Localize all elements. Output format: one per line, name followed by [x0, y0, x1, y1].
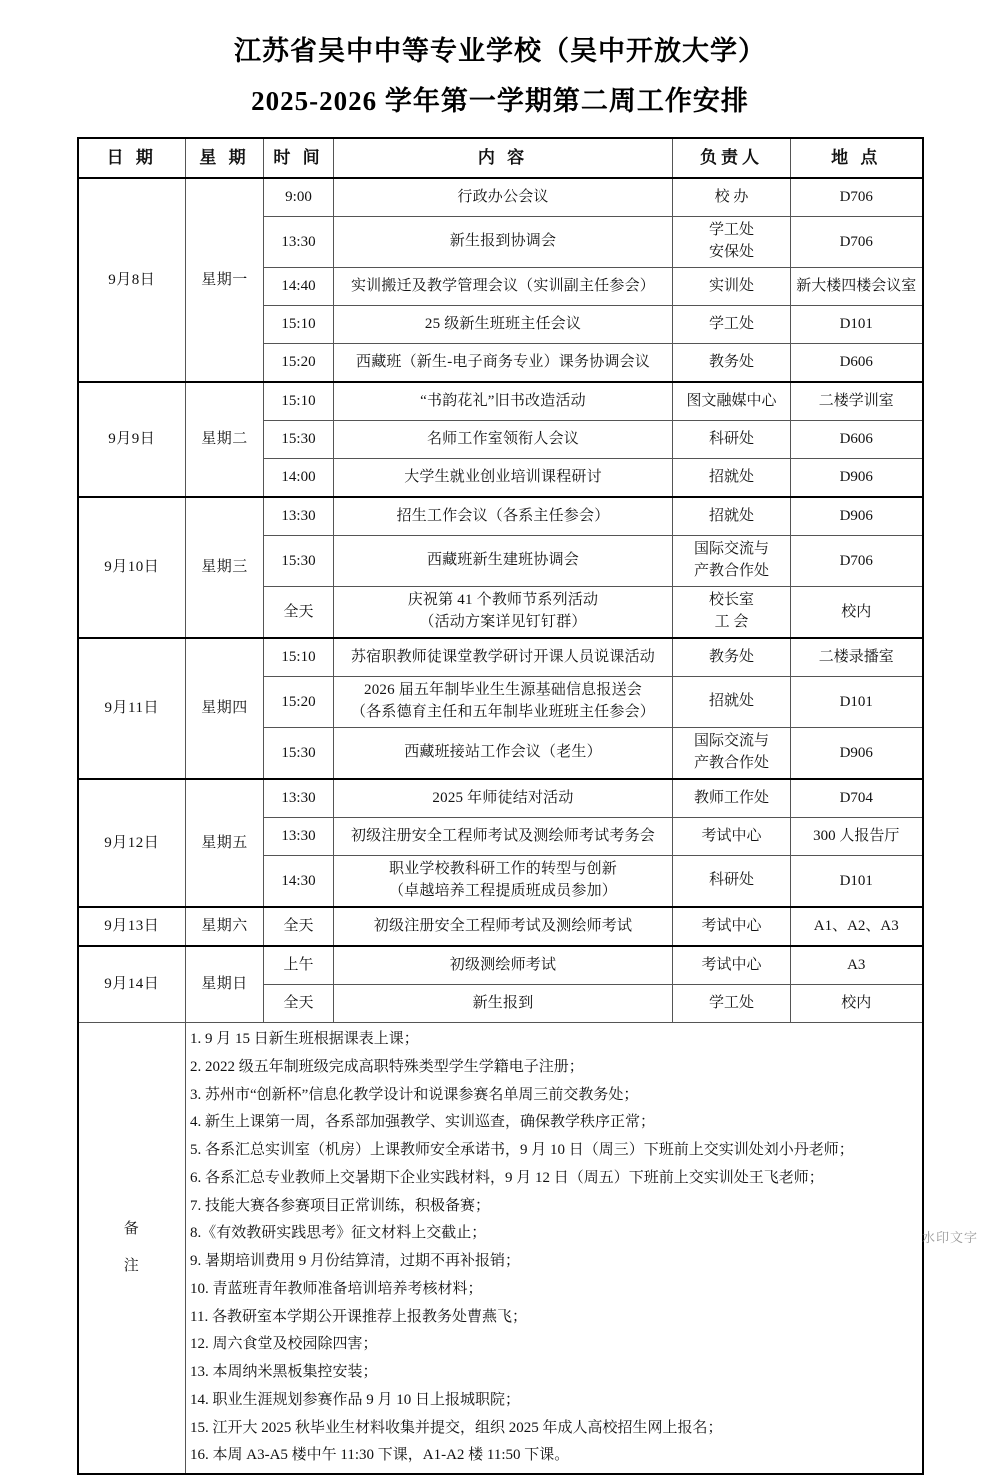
- content-line: 2026 届五年制毕业生生源基础信息报送会: [364, 682, 642, 699]
- content-line: 苏宿职教师徒课堂教学研讨开课人员说课活动: [350, 648, 655, 665]
- responsible-line: 产教合作处: [693, 563, 769, 579]
- time-cell: 15:10: [264, 306, 334, 344]
- responsible-line: 国际交流与: [693, 733, 769, 750]
- note-item: 13. 本周纳米黑板集控安装；: [190, 1364, 378, 1380]
- notes-label-char-1: 备: [123, 1221, 140, 1238]
- date-cell: 9月8日: [78, 178, 186, 382]
- date-cell: 9月9日: [78, 382, 186, 497]
- place-cell: 二楼学训室: [791, 382, 923, 421]
- time-cell: 15:30: [264, 728, 334, 780]
- content-line: （卓越培养工程提质班成员参加）: [388, 883, 617, 899]
- content-line: 实训搬迁及教学管理会议（实训副主任参会）: [350, 277, 655, 294]
- responsible-cell: [673, 344, 791, 383]
- content-cell: [334, 946, 673, 985]
- place-cell: A1、A2、A3: [791, 907, 923, 946]
- place-cell: D704: [791, 779, 923, 818]
- note-item: 14. 职业生涯规划参赛作品 9 月 10 日上报城职院；: [190, 1391, 521, 1408]
- note-item: 15. 江开大 2025 秋毕业生材料收集并提交，组织 2025 年成人高校招生网上报名；: [190, 1419, 723, 1436]
- table-row: [78, 779, 923, 818]
- table-header-row: [78, 138, 923, 178]
- note-item: 9. 暑期培训费用 9 月份结算清，过期不再补报销；: [190, 1253, 521, 1269]
- content-line: 新生报到: [472, 994, 534, 1011]
- time-cell: 全天: [264, 907, 334, 946]
- note-item: 2. 2022 级五年制班级完成高职特殊类型学生学籍电子注册；: [190, 1058, 584, 1075]
- school-name-title: 江苏省吴中中等专业学校（吴中开放大学）: [234, 36, 766, 66]
- weekday-cell: 星期一: [186, 178, 264, 382]
- responsible-cell: [673, 587, 791, 639]
- table-row: [78, 946, 923, 985]
- content-cell: [334, 985, 673, 1023]
- notes-section: [78, 1023, 923, 1475]
- note-item: 12. 周六食堂及校园除四害；: [190, 1336, 378, 1353]
- date-cell: 9月10日: [78, 497, 186, 638]
- content-line: 初级注册安全工程师考试及测绘师考试: [373, 917, 633, 934]
- column-header-date: 日 期: [78, 138, 186, 178]
- content-cell: [334, 459, 673, 498]
- content-line: “书韵花礼”旧书改造活动: [420, 392, 586, 409]
- responsible-cell: [673, 728, 791, 780]
- notes-label-cell: [78, 1023, 186, 1475]
- table-row: [78, 382, 923, 421]
- note-item: 5. 各系汇总实训室（机房）上课教师安全承诺书，9 月 10 日（周三）下班前上交实训处刘小丹老师；: [190, 1142, 854, 1158]
- responsible-line: 考试中心: [701, 956, 762, 973]
- date-cell: 9月11日: [78, 638, 186, 779]
- content-line: 大学生就业创业培训课程研讨: [404, 468, 602, 485]
- table-row: [78, 638, 923, 677]
- content-line: 初级注册安全工程师考试及测绘师考试考务会: [350, 827, 655, 844]
- responsible-cell: [673, 907, 791, 946]
- responsible-cell: [673, 856, 791, 908]
- content-cell: [334, 728, 673, 780]
- date-cell: 9月12日: [78, 779, 186, 907]
- responsible-line: 学工处: [708, 222, 754, 239]
- time-cell: 14:40: [264, 268, 334, 306]
- note-item: 11. 各教研室本学期公开课推荐上报教务处曹燕飞；: [190, 1308, 527, 1325]
- responsible-cell: [673, 178, 791, 217]
- content-line: （活动方案详见钉钉群）: [419, 614, 587, 630]
- responsible-cell: [673, 217, 791, 268]
- content-line: 招生工作会议（各系主任参会）: [396, 507, 610, 524]
- place-cell: D606: [791, 344, 923, 383]
- weekday-cell: 星期二: [186, 382, 264, 497]
- note-item: 8.《有效教研实践思考》征文材料上交截止；: [190, 1225, 487, 1242]
- responsible-cell: [673, 268, 791, 306]
- note-item: 4. 新生上课第一周，各系部加强教学、实训巡查，确保教学秩序正常；: [190, 1114, 656, 1131]
- weekday-cell: 星期三: [186, 497, 264, 638]
- content-cell: [334, 306, 673, 344]
- content-line: 西藏班新生建班协调会: [426, 552, 579, 569]
- responsible-line: 国际交流与: [693, 541, 769, 558]
- time-cell: 13:30: [264, 779, 334, 818]
- place-cell: 新大楼四楼会议室: [791, 268, 923, 306]
- place-cell: D906: [791, 497, 923, 536]
- column-header-place: 地 点: [791, 138, 923, 178]
- responsible-line: 教务处: [708, 648, 754, 665]
- content-line: 2025 年师徒结对活动: [432, 789, 574, 806]
- content-cell: [334, 217, 673, 268]
- responsible-line: 安保处: [708, 244, 754, 260]
- time-cell: 15:30: [264, 536, 334, 587]
- responsible-line: 教师工作处: [693, 789, 769, 806]
- content-cell: [334, 587, 673, 639]
- responsible-cell: [673, 779, 791, 818]
- responsible-cell: [673, 536, 791, 587]
- time-cell: 13:30: [264, 818, 334, 856]
- notes-body-cell: [186, 1023, 923, 1475]
- weekly-schedule-table: [77, 137, 924, 1475]
- column-header-time: 时 间: [264, 138, 334, 178]
- content-cell: [334, 779, 673, 818]
- responsible-cell: [673, 985, 791, 1023]
- responsible-line: 科研处: [708, 872, 754, 889]
- column-header-weekday: 星 期: [186, 138, 264, 178]
- note-item: 10. 青蓝班青年教师准备培训培养考核材料；: [190, 1280, 483, 1297]
- content-line: 初级测绘师考试: [449, 956, 557, 973]
- watermark-text: 水印文字: [921, 1230, 978, 1245]
- responsible-line: 教务处: [708, 353, 754, 370]
- responsible-line: 学工处: [708, 315, 754, 332]
- content-line: 西藏班（新生-电子商务专业）课务协调会议: [356, 353, 650, 370]
- responsible-cell: [673, 459, 791, 498]
- responsible-line: 图文融媒中心: [686, 392, 777, 409]
- time-cell: 15:20: [264, 344, 334, 383]
- responsible-line: 考试中心: [701, 917, 762, 934]
- time-cell: 13:30: [264, 497, 334, 536]
- table-row: [78, 907, 923, 946]
- responsible-line: 考试中心: [701, 827, 762, 844]
- place-cell: D906: [791, 459, 923, 498]
- note-item: 3. 苏州市“创新杯”信息化教学设计和说课参赛名单周三前交教务处；: [190, 1086, 639, 1103]
- weekday-cell: 星期六: [186, 907, 264, 946]
- time-cell: 全天: [264, 587, 334, 639]
- weekday-cell: 星期四: [186, 638, 264, 779]
- document-title-block: [0, 0, 1000, 115]
- date-cell: 9月14日: [78, 946, 186, 1023]
- content-line: 行政办公会议: [457, 188, 549, 205]
- time-cell: 15:10: [264, 382, 334, 421]
- content-cell: [334, 421, 673, 459]
- content-line: 庆祝第 41 个教师节系列活动: [407, 592, 599, 609]
- time-cell: 14:30: [264, 856, 334, 908]
- table-row: [78, 178, 923, 217]
- responsible-cell: [673, 946, 791, 985]
- responsible-cell: [673, 421, 791, 459]
- note-item: 6. 各系汇总专业教师上交暑期下企业实践材料，9 月 12 日（周五）下班前上交实训处王飞老师；: [190, 1169, 824, 1186]
- time-cell: 13:30: [264, 217, 334, 268]
- place-cell: D706: [791, 178, 923, 217]
- time-cell: 15:30: [264, 421, 334, 459]
- responsible-line: 校 办: [714, 188, 749, 205]
- time-cell: 9:00: [264, 178, 334, 217]
- responsible-cell: [673, 818, 791, 856]
- place-cell: D606: [791, 421, 923, 459]
- note-item: 16. 本周 A3-A5 楼中午 11:30 下课，A1-A2 楼 11:50 下课。: [190, 1447, 570, 1464]
- note-item: 7. 技能大赛各参赛项目正常训练，积极备赛；: [190, 1197, 491, 1214]
- responsible-cell: [673, 638, 791, 677]
- place-cell: D101: [791, 677, 923, 728]
- note-item: 1. 9 月 15 日新生班根据课表上课；: [190, 1031, 419, 1047]
- notes-label-char-2: 注: [123, 1258, 140, 1274]
- table-body: [78, 178, 923, 1023]
- content-line: 新生报到协调会: [449, 233, 557, 250]
- content-cell: [334, 382, 673, 421]
- time-cell: 15:20: [264, 677, 334, 728]
- content-cell: [334, 907, 673, 946]
- content-cell: [334, 178, 673, 217]
- content-cell: [334, 818, 673, 856]
- table-header: [78, 138, 923, 178]
- responsible-line: 工 会: [714, 614, 749, 630]
- place-cell: D706: [791, 217, 923, 268]
- content-line: 名师工作室领衔人会议: [426, 430, 579, 447]
- content-cell: [334, 677, 673, 728]
- responsible-line: 产教合作处: [693, 755, 769, 771]
- content-line: 25 级新生班班主任会议: [424, 315, 582, 332]
- time-cell: 全天: [264, 985, 334, 1023]
- content-line: （各系德育主任和五年制毕业班班主任参会）: [350, 704, 655, 720]
- content-line: 职业学校教科研工作的转型与创新: [388, 861, 617, 878]
- place-cell: D706: [791, 536, 923, 587]
- content-cell: [334, 497, 673, 536]
- column-header-responsible: 负责人: [673, 138, 791, 178]
- notes-row: [78, 1023, 923, 1475]
- responsible-line: 校长室: [708, 592, 754, 609]
- responsible-line: 招就处: [708, 693, 754, 710]
- responsible-cell: [673, 677, 791, 728]
- responsible-line: 学工处: [708, 994, 754, 1011]
- content-cell: [334, 638, 673, 677]
- weekday-cell: 星期五: [186, 779, 264, 907]
- weekday-cell: 星期日: [186, 946, 264, 1023]
- place-cell: D906: [791, 728, 923, 780]
- place-cell: 校内: [791, 985, 923, 1023]
- column-header-content: 内 容: [334, 138, 673, 178]
- content-cell: [334, 536, 673, 587]
- place-cell: 300 人报告厅: [791, 818, 923, 856]
- responsible-line: 实训处: [708, 277, 754, 294]
- table-row: [78, 497, 923, 536]
- place-cell: D101: [791, 856, 923, 908]
- place-cell: D101: [791, 306, 923, 344]
- date-cell: 9月13日: [78, 907, 186, 946]
- time-cell: 上午: [264, 946, 334, 985]
- content-cell: [334, 856, 673, 908]
- responsible-line: 招就处: [708, 507, 754, 524]
- place-cell: 二楼录播室: [791, 638, 923, 677]
- schedule-subtitle: 2025-2026 学年第一学期第二周工作安排: [251, 86, 749, 116]
- place-cell: A3: [791, 946, 923, 985]
- responsible-cell: [673, 306, 791, 344]
- responsible-line: 招就处: [708, 468, 754, 485]
- content-cell: [334, 268, 673, 306]
- notes-list: [190, 1026, 918, 1470]
- content-cell: [334, 344, 673, 383]
- responsible-line: 科研处: [708, 430, 754, 447]
- time-cell: 14:00: [264, 459, 334, 498]
- content-line: 西藏班接站工作会议（老生）: [404, 744, 602, 761]
- responsible-cell: [673, 497, 791, 536]
- responsible-cell: [673, 382, 791, 421]
- time-cell: 15:10: [264, 638, 334, 677]
- place-cell: 校内: [791, 587, 923, 639]
